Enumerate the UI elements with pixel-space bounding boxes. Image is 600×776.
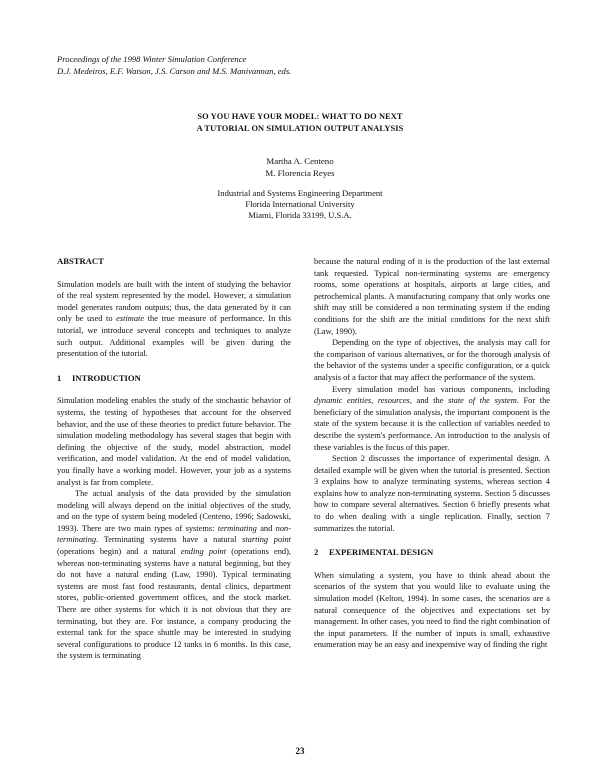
author-list (0, 155, 600, 179)
body-paragraph: Every simulation model has various components, including dynamic entities, resources, and the state of the system. For the beneficiary of the simulation analysis, the important component is the state of the system because it is the collection of variables needed to describe the system's performance. An introduction to the analysis of these variables is the focus of this paper. (314, 384, 550, 452)
title-line-2: A TUTORIAL ON SIMULATION OUTPUT ANALYSIS (196, 124, 404, 133)
proceedings-editors: D.J. Medeiros, E.F. Watson, J.S. Carson and M.S. Manivannan, eds. (57, 66, 292, 76)
abstract-heading: ABSTRACT (57, 256, 104, 266)
affiliation-address: Miami, Florida 33199, U.S.A. (248, 210, 352, 220)
proceedings-line-1: Proceedings of the 1998 Winter Simulation Conference (57, 54, 247, 64)
intro-paragraph-1: Simulation modeling enables the study of the stochastic behavior of systems, the testing of hypotheses that account for the observed behavior, and the use of these theories to predict future behavior. The simulation modeling methodology has several stages that begin with defining the objective of the study, model abstraction, model verification, and model validation. At the end of model validation, you finally have a working model. However, your job as a systems analyst is far from complete. (57, 396, 291, 487)
body-paragraph: Section 2 discusses the importance of experimental design. A detailed example will be given when the tutorial is presented. Section 3 explains how to analyze terminating systems, whereas section 4 explains how to analyze non-terminating systems. Section 5 discusses how to compare several alternatives. Section 6 briefly presents what to do when dealing with a single replication. Finally, section 7 summarizes the tutorial. (314, 454, 550, 533)
affiliation-university: Florida International University (245, 199, 355, 209)
paper-title (0, 111, 600, 135)
title-line-1: SO YOU HAVE YOUR MODEL: WHAT TO DO NEXT (197, 112, 403, 121)
body-paragraph: Depending on the type of objectives, the analysis may call for the comparison of various alternatives, or for the thorough analysis of the behavior of the systems under a specific configuration, or a quick analysis of a factor that may affect the performance of the system. (314, 338, 550, 382)
right-column (314, 256, 550, 651)
abstract-paragraph: Simulation models are built with the intent of studying the behavior of the real system represented by the model. However, a simulation model generates random outputs; thus, the data generated by it can only be used to estimate the true measure of performance. In this tutorial, we introduce several concepts and techniques to analyze such output. Additional examples will be given during the presentation of the tutorial. (57, 279, 291, 359)
body-paragraph: because the natural ending of it is the production of the last external tank requested. Typical non-terminating systems are emergency rooms, some operations at hospitals, airports at large cities, and petrochemical plants. A manufacturing company that only works one shift may still be considered a non terminating system if the ending conditions for the shift are the initial conditions for the next shift (Law, 1990). (314, 257, 550, 336)
intro-paragraph-2: The actual analysis of the data provided by the simulation modeling will always depend on the initial objectives of the study, and on the type of system being modeled (Centeno, 1996; Sadowski, 1993). There are two main types of systems: terminating and non-terminating. Terminating systems have a natural starting point (operations begin) and a natural ending point (operations end), whereas non-terminating systems have a natural beginning, but they do not have a natural ending (Law, 1990). Typical terminating systems are most fast food restaurants, dental clinics, department stores, public-oriented government offices, and the stock market. There are other systems for which it is not obvious that they are terminating, but they are. For instance, a company producing the external tank for the space shuttle may be interested in studying several configurations to produce 12 tanks in 6 months. In this case, the system is terminating (57, 489, 292, 661)
body-paragraph: When simulating a system, you have to think ahead about the scenarios of the system that you would like to evaluate using the simulation model (Kelton, 1994). In some cases, the scenarios are a natural consequence of the objectives and expectations set by management. In other cases, you need to find the right combination of the input parameters. If the number of inputs is small, exhaustive enumeration may be an easy and inexpensive way of finding the right (314, 570, 550, 650)
page-number: 23 (295, 746, 305, 756)
proceedings-header (57, 53, 291, 77)
left-column (57, 256, 291, 662)
author-name: Martha A. Centeno (266, 156, 334, 166)
intro-heading: 1 INTRODUCTION (57, 372, 141, 383)
affiliation-dept: Industrial and Systems Engineering Department (217, 188, 383, 198)
author-name: M. Florencia Reyes (265, 168, 335, 178)
experimental-design-heading: 2 EXPERIMENTAL DESIGN (314, 547, 434, 558)
affiliation (0, 188, 600, 221)
